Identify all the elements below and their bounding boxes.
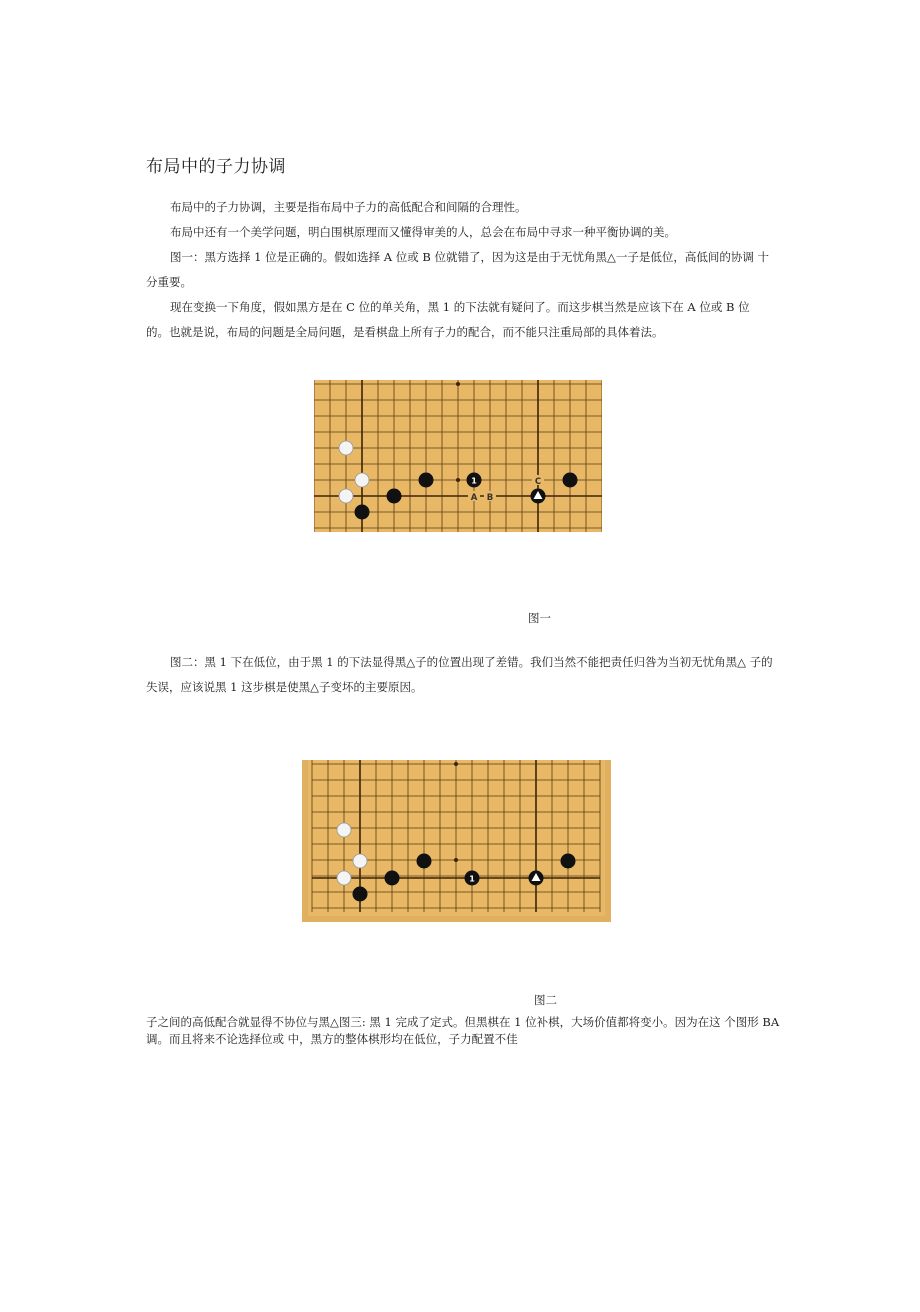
black-stone bbox=[385, 871, 400, 886]
move-number-label: 1 bbox=[471, 476, 477, 486]
white-stone bbox=[337, 871, 351, 885]
black-stone bbox=[419, 473, 434, 488]
paragraph-angle-change: 现在变换一下角度，假如黑方是在 C 位的单关角，黑 1 的下法就有疑问了。而这步棋当然是应该下在 A 位或 B 位 的。也就是说，布局的问题是全局问题，是看棋盘上所有子力的配合，而不能只注重局部的具体着法。 bbox=[146, 300, 750, 339]
paragraph-figure3-explanation: 子之间的高低配合就显得不协位与黑△图三: 黑 1 完成了定式。但黑棋在 1 位补棋，大场价值都将变小。因为在这 个图形 BA 调。而且将来不论选择位或 中，黑方的整体棋形均在低位，子力配置不佳 bbox=[146, 1015, 780, 1046]
figure-1-caption: 图一 bbox=[528, 611, 551, 625]
move-number-label: 1 bbox=[469, 874, 475, 884]
paragraph-intro: 布局中的子力协调，主要是指布局中子力的高低配合和间隔的合理性。 bbox=[170, 200, 527, 214]
white-stone bbox=[339, 441, 353, 455]
figure-2-caption: 图二 bbox=[534, 993, 557, 1007]
black-stone bbox=[353, 887, 368, 902]
black-stone bbox=[355, 505, 370, 520]
paragraph-figure2-explanation: 图二：黑 1 下在低位，由于黑 1 的下法显得黑△子的位置出现了差错。我们当然不能把责任归咎为当初无忧角黑△ 子的失误，应该说黑 1 这步棋是使黑△子变坏的主要原因。 bbox=[146, 655, 773, 694]
page-title: 布局中的子力协调 bbox=[146, 157, 286, 177]
white-stone bbox=[355, 473, 369, 487]
go-board-figure-1 bbox=[314, 380, 602, 532]
point-label-b: B bbox=[486, 493, 494, 503]
white-stone bbox=[337, 823, 351, 837]
white-stone bbox=[339, 489, 353, 503]
point-label-a: A bbox=[470, 493, 478, 503]
white-stone bbox=[353, 854, 367, 868]
black-stone bbox=[563, 473, 578, 488]
black-stone bbox=[417, 854, 432, 869]
paragraph-aesthetics: 布局中还有一个美学问题，明白围棋原理而又懂得审美的人，总会在布局中寻求一种平衡协调的美。 bbox=[170, 225, 676, 239]
black-stone bbox=[387, 489, 402, 504]
paragraph-figure1-explanation: 图一：黑方选择 1 位是正确的。假如选择 A 位或 B 位就错了，因为这是由于无忧角黑△一子是低位，高低间的协调 十分重要。 bbox=[146, 250, 769, 289]
black-stone bbox=[561, 854, 576, 869]
go-board-figure-2 bbox=[302, 760, 611, 922]
point-label-c: C bbox=[534, 477, 542, 487]
